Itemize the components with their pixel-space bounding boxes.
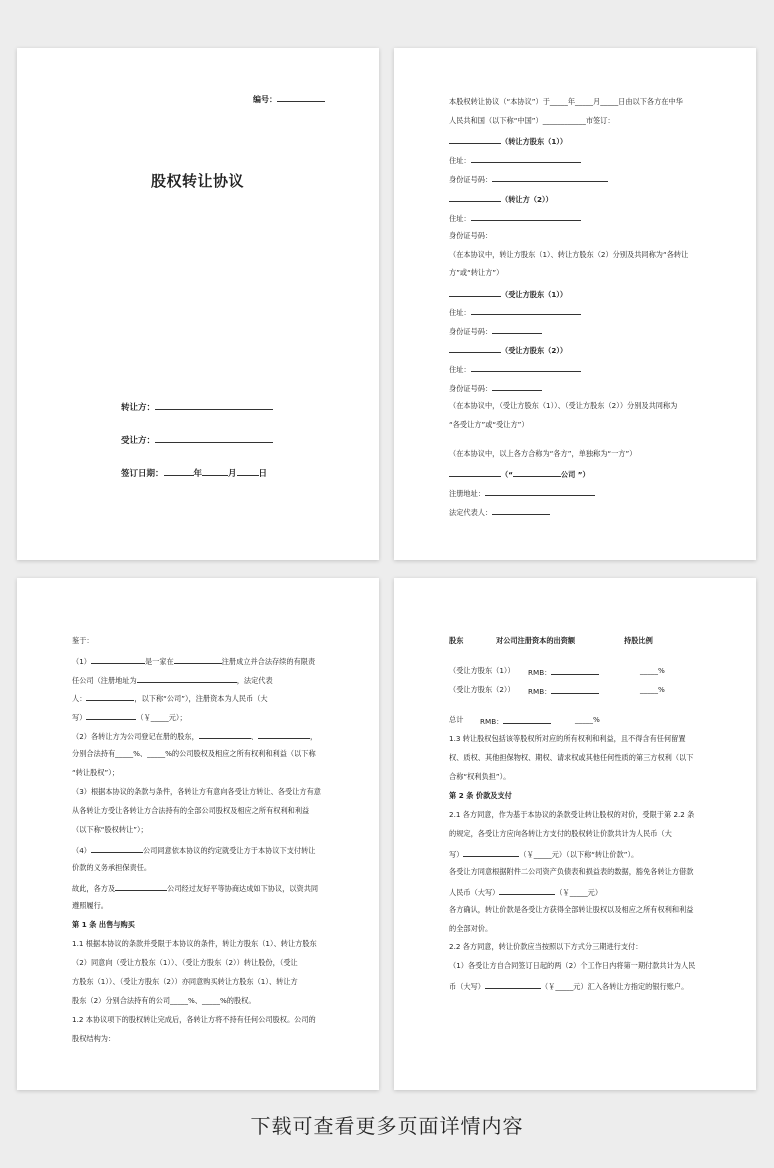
span: （￥_____元）（以下称“转让价款”）。 <box>519 850 639 859</box>
blank <box>513 468 561 477</box>
heading-text: （受让方股东（2）） <box>501 346 568 355</box>
signing-date-label: 签订日期： <box>121 469 164 479</box>
blank <box>258 730 310 739</box>
address-label: 住址： <box>449 214 471 223</box>
span: （4） <box>72 846 91 855</box>
blank <box>492 325 542 334</box>
contract-number <box>253 93 325 105</box>
transferor-field <box>121 401 273 413</box>
text-line: 股权结构为： <box>72 1034 116 1043</box>
text-line <box>72 655 315 667</box>
blank <box>471 306 581 315</box>
text-line: 的规定，各受让方应向各转让方支付的股权转让价款共计为人民币（大 <box>449 829 672 838</box>
blank <box>449 468 501 477</box>
heading-text: 公司 ”） <box>560 470 590 479</box>
blank <box>86 692 134 701</box>
blank <box>551 666 599 675</box>
blank <box>492 506 550 515</box>
span: ， <box>309 732 318 741</box>
address-line <box>449 154 581 166</box>
download-more-caption: 下载可查看更多页面详情内容 <box>250 1114 524 1138</box>
blank <box>485 980 541 989</box>
blank <box>485 487 595 496</box>
text-line: （1）各受让方自合同签订日起的两（2）个工作日内将第一期付款共计为人民 <box>449 961 696 970</box>
text-line: “各受让方”或“受让方”） <box>449 420 529 429</box>
heading-text: （“ <box>501 470 513 479</box>
text-line: 分别合法持有_____%、_____%的公司股权及相应之所有权利和利益（以下称 <box>72 749 316 758</box>
blank <box>449 344 501 353</box>
registered-address-label: 注册地址： <box>449 489 485 498</box>
document-page-price <box>394 578 756 1090</box>
blank <box>492 173 608 182</box>
text-line: （以下称“股权转让”）； <box>72 825 148 834</box>
rmb-label: RMB： <box>528 687 552 696</box>
text-line: “转让股权”）； <box>72 768 119 777</box>
section-heading: 第 2 条 价款及支付 <box>449 791 512 800</box>
month-label: 月 <box>228 469 237 479</box>
signing-date-field <box>121 467 267 479</box>
transferor-blank <box>155 401 273 410</box>
blank <box>499 886 555 895</box>
span: 任公司（注册地址为 <box>72 676 137 685</box>
rmb-label: RMB： <box>480 717 504 726</box>
address-label: 住址： <box>449 156 471 165</box>
legal-rep-line <box>449 506 550 518</box>
company-heading <box>449 468 590 480</box>
id-line <box>449 382 542 394</box>
text-line <box>72 730 317 742</box>
text-line: 1.2 本协议项下的股权转让完成后，各转让方将不持有任何公司股权。公司的 <box>72 1015 316 1024</box>
blank <box>503 715 551 724</box>
span: 写） <box>449 850 464 859</box>
span: （1） <box>72 657 91 666</box>
blank <box>449 288 501 297</box>
text-line: 从各转让方受让各转让方合法持有的全部公司股权及相应之所有权利和利益 <box>72 806 310 815</box>
span: 注册成立并合法存续的有限责 <box>221 657 316 666</box>
id-line <box>449 173 608 185</box>
table-cell-rmb <box>528 685 599 697</box>
address-label: 住址： <box>449 308 471 317</box>
span: 、 <box>250 732 258 741</box>
table-row <box>449 666 515 676</box>
day-blank <box>237 467 259 476</box>
text-line <box>449 886 602 898</box>
year-blank <box>164 467 194 476</box>
blank <box>471 212 581 221</box>
blank <box>551 685 599 694</box>
table-cell-holder: （受让方股东（2）） <box>449 685 515 694</box>
total-rmb <box>480 715 551 727</box>
text-line: 各方确认，转让价款是各受让方获得全部转让股权以及相应之所有权利和利益 <box>449 905 694 914</box>
transferee-field <box>121 434 273 446</box>
blank <box>463 848 519 857</box>
id-label: 身份证号码： <box>449 231 493 240</box>
span: 是一家在 <box>144 657 174 666</box>
rmb-label: RMB： <box>528 668 552 677</box>
id-label: 身份证号码： <box>449 384 493 393</box>
section-heading: 第 1 条 出售与购买 <box>72 920 135 929</box>
span: ，以下称“公司”），注册资本为人民币（大 <box>134 694 268 703</box>
document-page-parties <box>394 48 756 560</box>
legal-rep-label: 法定代表人： <box>449 508 493 517</box>
span: 写） <box>72 713 87 722</box>
text-line: （在本协议中，转让方股东（1）、转让方股东（2）分别及共同称为“各转让 <box>449 250 689 259</box>
text-line: （3）根据本协议的条款与条件，各转让方有意向各受让方转让、各受让方有意 <box>72 787 321 796</box>
span: 故此，各方及 <box>72 884 116 893</box>
party-heading <box>449 344 567 356</box>
blank <box>471 154 581 163</box>
text-line: （在本协议中，（受让方股东（1））、（受让方股东（2））分别及共同称为 <box>449 401 678 410</box>
span: 公司经过友好平等协商达成如下协议，以资共同 <box>167 884 319 893</box>
blank <box>86 711 136 720</box>
text-line: 1.1 根据本协议的条款并受限于本协议的条件，转让方股东（1）、转让方股东 <box>72 939 317 948</box>
text-line <box>72 674 273 686</box>
party-heading <box>449 135 567 147</box>
text-line: 合称“权利负担”）。 <box>449 772 511 781</box>
transferee-blank <box>155 434 273 443</box>
text-line: （在本协议中，以上各方合称为“各方”，单独称为“一方”） <box>449 449 637 458</box>
table-row <box>449 685 515 695</box>
span: 公司同意依本协议的约定就受让方于本协议下支付转让 <box>142 846 316 855</box>
span: ，法定代表 <box>236 676 273 685</box>
address-line <box>449 306 581 318</box>
id-line <box>449 231 492 241</box>
blank <box>199 730 251 739</box>
heading-text: （受让方股东（1）） <box>501 290 568 299</box>
document-title: 股权转让协议 <box>151 172 245 190</box>
table-cell-pct: _____% <box>640 685 665 694</box>
address-label: 住址： <box>449 365 471 374</box>
table-cell-holder: （受让方股东（1）） <box>449 666 515 675</box>
text-line <box>449 848 638 860</box>
contract-number-blank <box>277 93 325 102</box>
id-label: 身份证号码： <box>449 327 493 336</box>
transferor-label: 转让方： <box>121 403 156 413</box>
id-label: 身份证号码： <box>449 175 493 184</box>
text-line: 鉴于： <box>72 636 94 645</box>
text-line: （2）同意向（受让方股东（1））、（受让方股东（2））转让股份，（受让 <box>72 958 298 967</box>
blank <box>449 135 501 144</box>
text-line: 方”或“转让方”） <box>449 268 504 277</box>
year-label: 年 <box>193 469 203 479</box>
total-pct: _____% <box>575 715 600 724</box>
span: （￥_____元）； <box>136 713 187 722</box>
heading-text: （转让方股东（1）） <box>501 137 568 146</box>
blank <box>471 363 581 372</box>
span: 人民币（大写） <box>449 888 500 897</box>
total-label: 总计 <box>449 715 464 724</box>
table-header-capital: 对公司注册资本的出资额 <box>496 636 576 645</box>
text-line: 1.3 转让股权包括该等股权所对应的所有权利和利益，且不得含有任何留置 <box>449 734 686 743</box>
address-line <box>449 363 581 375</box>
document-page-recitals <box>17 578 379 1090</box>
text-line: 方股东（1））、（受让方股东（2））亦同意购买转让方股东（1）、转让方 <box>72 977 298 986</box>
transferee-label: 受让方： <box>121 436 156 446</box>
contract-number-label: 编号： <box>253 95 277 104</box>
text-line: 2.2 各方同意，转让价款应当按照以下方式分三期进行支付： <box>449 942 643 951</box>
text-line <box>72 711 187 723</box>
span: （￥_____元） <box>555 888 603 897</box>
blank <box>492 382 542 391</box>
id-line <box>449 325 542 337</box>
blank <box>137 674 237 683</box>
text-line: 遵照履行。 <box>72 901 108 910</box>
text-line: 人民共和国（以下称“中国”）____________市签订： <box>449 116 615 125</box>
document-page-cover <box>17 48 379 560</box>
text-line: 各受让方同意根据附件二公司资产负债表和损益表的数据，豁免各转让方借款 <box>449 867 694 876</box>
text-line: 股东（2）分别合法持有的公司_____%、_____%的股权。 <box>72 996 256 1005</box>
table-header-holder: 股东 <box>449 636 464 645</box>
day-label: 日 <box>258 469 268 479</box>
party-heading <box>449 288 567 300</box>
month-blank <box>202 467 228 476</box>
address-line <box>449 212 581 224</box>
blank <box>91 655 145 664</box>
table-cell-rmb <box>528 666 599 678</box>
span: （2）各转让方为公司登记在册的股东， <box>72 732 199 741</box>
span: 币（大写） <box>449 982 485 991</box>
text-line: 价款的义务承担保责任。 <box>72 863 152 872</box>
heading-text: （转让方（2）） <box>501 195 553 204</box>
blank <box>91 844 143 853</box>
registered-address-line <box>449 487 595 499</box>
text-line: 2.1 各方同意，作为基于本协议的条款受让转让股权的对价，受限于第 2.2 条 <box>449 810 695 819</box>
span: 人： <box>72 694 87 703</box>
text-line <box>72 844 315 856</box>
span: （￥_____元）汇入各转让方指定的银行账户。 <box>540 982 689 991</box>
table-cell-pct: _____% <box>640 666 665 675</box>
text-line <box>72 692 268 704</box>
text-line: 权、质权、其他担保物权、期权、请求权或其他任何性质的第三方权利（以下 <box>449 753 694 762</box>
blank <box>449 193 501 202</box>
text-line: 本股权转让协议（“本协议”）于_____年_____月_____日由以下各方在中华 <box>449 97 683 106</box>
text-line <box>72 882 318 894</box>
blank <box>115 882 167 891</box>
party-heading <box>449 193 553 205</box>
table-header-ratio: 持股比例 <box>624 636 653 645</box>
text-line: 的全部对价。 <box>449 924 493 933</box>
blank <box>174 655 222 664</box>
text-line <box>449 980 688 992</box>
